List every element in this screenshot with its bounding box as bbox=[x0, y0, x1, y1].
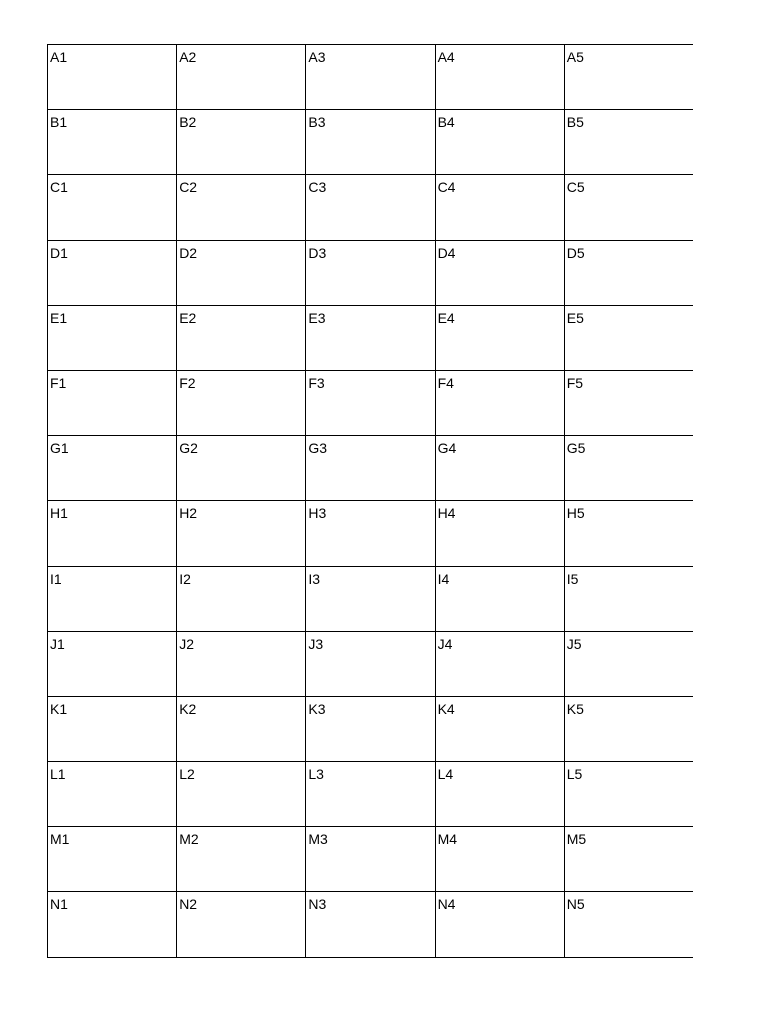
grid-cell[interactable]: F3 bbox=[306, 370, 435, 435]
grid-cell[interactable]: F5 bbox=[564, 370, 693, 435]
grid-cell[interactable]: J5 bbox=[564, 631, 693, 696]
grid-cell[interactable]: L2 bbox=[177, 762, 306, 827]
table-row bbox=[48, 696, 694, 761]
spreadsheet-page bbox=[47, 44, 693, 913]
grid-cell[interactable]: A1 bbox=[48, 45, 177, 110]
grid-cell[interactable]: I4 bbox=[435, 566, 564, 631]
grid-cell[interactable]: B1 bbox=[48, 110, 177, 175]
grid-cell[interactable]: L5 bbox=[564, 762, 693, 827]
grid-cell[interactable]: G5 bbox=[564, 436, 693, 501]
grid-cell[interactable]: J1 bbox=[48, 631, 177, 696]
grid-cell[interactable]: L1 bbox=[48, 762, 177, 827]
grid-cell[interactable]: K3 bbox=[306, 696, 435, 761]
grid-cell[interactable]: F4 bbox=[435, 370, 564, 435]
grid-cell[interactable]: L4 bbox=[435, 762, 564, 827]
table-row bbox=[48, 240, 694, 305]
grid-cell[interactable]: F2 bbox=[177, 370, 306, 435]
table-row bbox=[48, 762, 694, 827]
grid-cell[interactable]: I2 bbox=[177, 566, 306, 631]
cell-grid bbox=[47, 44, 693, 958]
grid-cell[interactable]: F1 bbox=[48, 370, 177, 435]
grid-cell[interactable]: B4 bbox=[435, 110, 564, 175]
grid-cell[interactable]: B2 bbox=[177, 110, 306, 175]
grid-cell[interactable]: N2 bbox=[177, 892, 306, 957]
grid-cell[interactable]: D2 bbox=[177, 240, 306, 305]
grid-cell[interactable]: H2 bbox=[177, 501, 306, 566]
grid-cell[interactable]: H5 bbox=[564, 501, 693, 566]
table-row bbox=[48, 175, 694, 240]
table-row bbox=[48, 436, 694, 501]
grid-cell[interactable]: G1 bbox=[48, 436, 177, 501]
grid-cell[interactable]: H4 bbox=[435, 501, 564, 566]
grid-cell[interactable]: M5 bbox=[564, 827, 693, 892]
grid-cell[interactable]: L3 bbox=[306, 762, 435, 827]
grid-body bbox=[48, 45, 694, 958]
grid-cell[interactable]: B5 bbox=[564, 110, 693, 175]
grid-cell[interactable]: C3 bbox=[306, 175, 435, 240]
grid-cell[interactable]: M3 bbox=[306, 827, 435, 892]
grid-cell[interactable]: K1 bbox=[48, 696, 177, 761]
grid-cell[interactable]: E2 bbox=[177, 305, 306, 370]
grid-cell[interactable]: I1 bbox=[48, 566, 177, 631]
grid-cell[interactable]: N4 bbox=[435, 892, 564, 957]
table-row bbox=[48, 631, 694, 696]
grid-cell[interactable]: G3 bbox=[306, 436, 435, 501]
grid-cell[interactable]: D4 bbox=[435, 240, 564, 305]
grid-cell[interactable]: C1 bbox=[48, 175, 177, 240]
table-row bbox=[48, 370, 694, 435]
grid-cell[interactable]: M4 bbox=[435, 827, 564, 892]
grid-cell[interactable]: E4 bbox=[435, 305, 564, 370]
grid-cell[interactable]: E5 bbox=[564, 305, 693, 370]
table-row bbox=[48, 827, 694, 892]
grid-cell[interactable]: A4 bbox=[435, 45, 564, 110]
table-row bbox=[48, 501, 694, 566]
grid-cell[interactable]: C2 bbox=[177, 175, 306, 240]
grid-cell[interactable]: H3 bbox=[306, 501, 435, 566]
grid-cell[interactable]: G4 bbox=[435, 436, 564, 501]
grid-cell[interactable]: A2 bbox=[177, 45, 306, 110]
grid-cell[interactable]: J2 bbox=[177, 631, 306, 696]
grid-cell[interactable]: A3 bbox=[306, 45, 435, 110]
table-row bbox=[48, 892, 694, 957]
table-row bbox=[48, 45, 694, 110]
table-row bbox=[48, 305, 694, 370]
grid-cell[interactable]: B3 bbox=[306, 110, 435, 175]
grid-cell[interactable]: J4 bbox=[435, 631, 564, 696]
grid-cell[interactable]: K2 bbox=[177, 696, 306, 761]
grid-cell[interactable]: D3 bbox=[306, 240, 435, 305]
grid-cell[interactable]: K5 bbox=[564, 696, 693, 761]
grid-cell[interactable]: J3 bbox=[306, 631, 435, 696]
grid-cell[interactable]: M1 bbox=[48, 827, 177, 892]
grid-cell[interactable]: G2 bbox=[177, 436, 306, 501]
grid-cell[interactable]: I5 bbox=[564, 566, 693, 631]
grid-cell[interactable]: E3 bbox=[306, 305, 435, 370]
grid-cell[interactable]: M2 bbox=[177, 827, 306, 892]
table-row bbox=[48, 566, 694, 631]
grid-cell[interactable]: I3 bbox=[306, 566, 435, 631]
grid-cell[interactable]: E1 bbox=[48, 305, 177, 370]
grid-cell[interactable]: N3 bbox=[306, 892, 435, 957]
grid-cell[interactable]: N1 bbox=[48, 892, 177, 957]
grid-cell[interactable]: D1 bbox=[48, 240, 177, 305]
grid-cell[interactable]: K4 bbox=[435, 696, 564, 761]
table-row bbox=[48, 110, 694, 175]
grid-cell[interactable]: N5 bbox=[564, 892, 693, 957]
grid-cell[interactable]: C4 bbox=[435, 175, 564, 240]
grid-cell[interactable]: A5 bbox=[564, 45, 693, 110]
grid-cell[interactable]: D5 bbox=[564, 240, 693, 305]
grid-cell[interactable]: H1 bbox=[48, 501, 177, 566]
grid-cell[interactable]: C5 bbox=[564, 175, 693, 240]
